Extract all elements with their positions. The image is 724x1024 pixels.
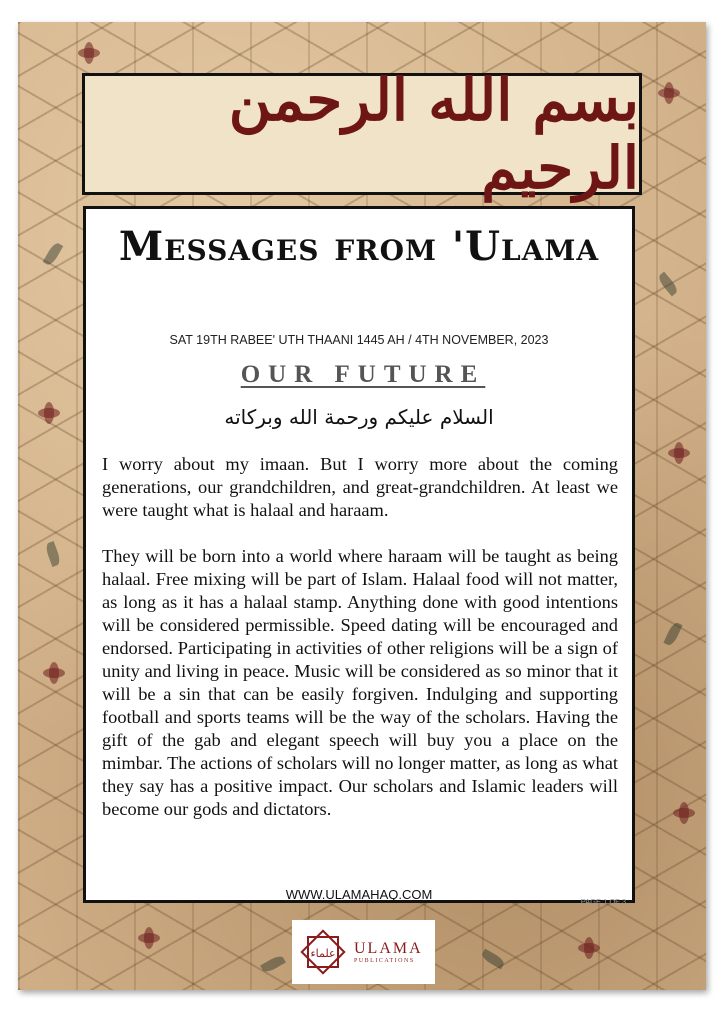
leaf-ornament — [480, 949, 506, 970]
flower-ornament — [658, 82, 680, 104]
ulama-emblem-icon — [298, 927, 348, 977]
article-title — [86, 361, 632, 389]
flower-ornament — [43, 662, 65, 684]
series-title: Messages from 'Ulama — [118, 223, 600, 270]
flower-ornament — [578, 937, 600, 959]
leaf-ornament — [663, 621, 682, 647]
paragraph: I worry about my imaan. But I worry more about the coming generations, our grandchildren, and great-grandchildren. At least we were taught what is halaal and haraam. — [102, 454, 618, 520]
logo-wordmark — [354, 940, 423, 964]
greeting-arabic: السلام عليكم ورحمة الله وبركاته — [224, 405, 494, 429]
article-date: SAT 19TH RABEE' UTH THAANI 1445 AH / 4TH NOVEMBER, 2023 — [169, 333, 549, 347]
leaf-ornament — [260, 954, 286, 975]
article-body — [102, 453, 618, 844]
leaf-ornament — [656, 272, 679, 297]
leaf-ornament — [44, 541, 62, 567]
flower-ornament — [668, 442, 690, 464]
publisher-logo — [292, 920, 435, 984]
flower-ornament — [78, 42, 100, 64]
flower-ornament — [138, 927, 160, 949]
paragraph: They will be born into a world where haraam will be taught as being halaal. Free mixing will be part of Islam. Halaal food will not matter, as long as it has a halaal stamp. Anything done with good intentions will be considered permissible. Speed dating will be encouraged and endorsed. Participating in activities of other religions will be a sign of unity and living in peace. Music will be considered as so minor that it will be a sin that can be easily forgiven. Indulging and supporting football and sports teams will be the way of the scholars. Having the gift of the gab and elegant speech will buy you a place on the mimbar. The actions of scholars will no longer matter, as long as what they say has a positive impact. Our scholars and Islamic leaders will become our gods and dictators. — [102, 546, 618, 819]
website-link[interactable]: WWW.ULAMAHAQ.COM — [285, 887, 433, 902]
flower-ornament — [673, 802, 695, 824]
logo-arabic: علماء — [310, 947, 336, 960]
article-title-text: OUR FUTURE — [240, 361, 486, 388]
article-panel — [83, 206, 635, 906]
bismillah-calligraphy: بسم الله الرحمن الرحيم — [228, 66, 639, 202]
logo-name: ULAMA — [354, 940, 423, 957]
flower-ornament — [38, 402, 60, 424]
leaf-ornament — [43, 241, 64, 267]
logo-subtitle: PUBLICATIONS — [354, 958, 415, 964]
bismillah-banner — [82, 66, 642, 202]
page-number: PAGE 1 OF 3 — [580, 897, 626, 906]
